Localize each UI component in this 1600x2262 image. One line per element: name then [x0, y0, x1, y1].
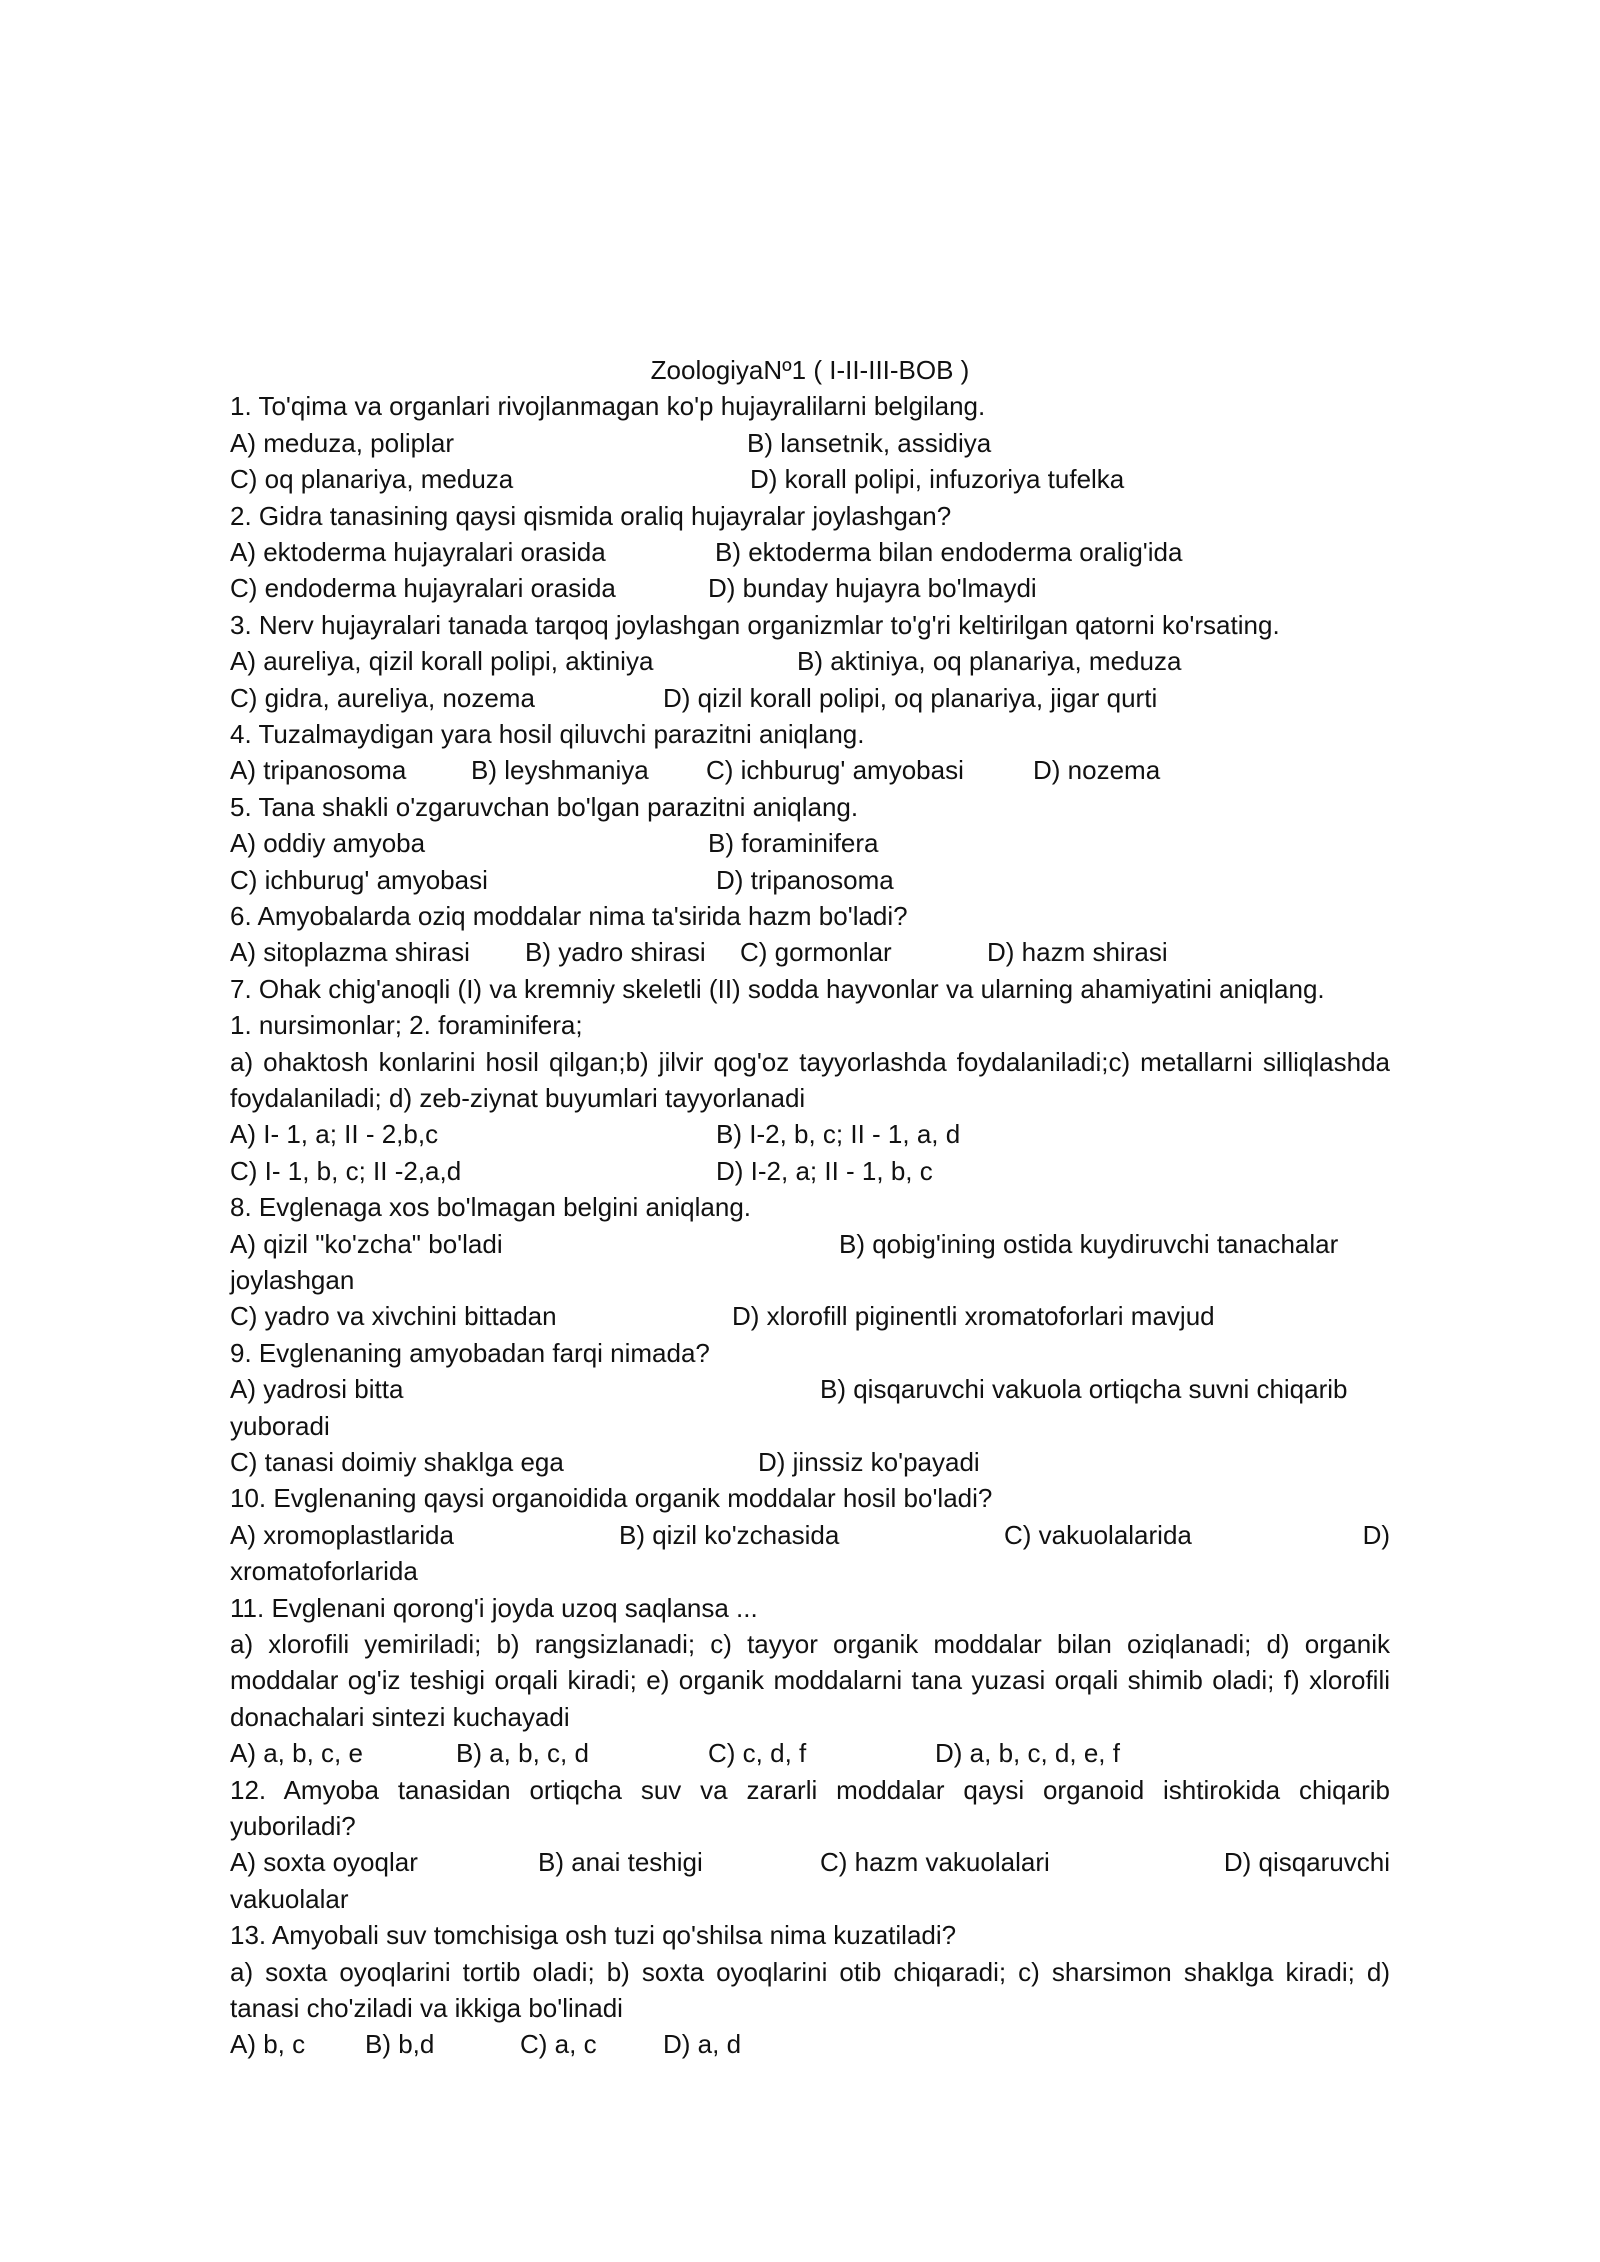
- answer-row: [230, 825, 1390, 861]
- option-d: D) hazm shirasi: [987, 937, 1168, 968]
- option-b: B) anai teshigi: [538, 1847, 703, 1878]
- option-a: A) ektoderma hujayralari orasida: [230, 537, 606, 567]
- question-13-description: a) soxta oyoqlarini tortib oladi; b) soxta oyoqlarini otib chiqaradi; c) sharsimon shaklga kiradi; d) tanasi cho'ziladi va ikkiga bo'linadi: [230, 1956, 1390, 2023]
- option-d: D) a, d: [663, 2029, 742, 2060]
- answer-row: [230, 1116, 1390, 1152]
- option-d: D) nozema: [1033, 755, 1161, 786]
- answer-row: [230, 1226, 1390, 1262]
- option-d: D) qizil korall polipi, oq planariya, jigar qurti: [663, 682, 1158, 713]
- question-3: 3. Nerv hujayralari tanada tarqoq joylashgan organizmlar to'g'ri keltirilgan qatorni ko'rsating.: [230, 609, 1280, 640]
- option-a: A) aureliya, qizil korall polipi, aktiniya: [230, 646, 654, 677]
- option-a: A) I- 1, a; II - 2,b,c: [230, 1119, 439, 1150]
- option-c: C) endoderma hujayralari orasida: [230, 573, 616, 604]
- option-a: A) sitoplazma shirasi: [230, 937, 470, 968]
- question-7-items: 1. nursimonlar; 2. foraminifera;: [230, 1010, 583, 1041]
- option-d: D) xlorofill piginentli xromatoforlari mavjud: [732, 1301, 1215, 1332]
- test-content: [230, 352, 1390, 2063]
- option-a: A) a, b, c, e: [230, 1738, 363, 1769]
- option-a: A) oddiy amyoba: [230, 828, 426, 859]
- option-d: D) a, b, c, d, e, f: [935, 1738, 1120, 1769]
- option-c: C) c, d, f: [708, 1738, 807, 1769]
- option-b: B) qobig'ining ostida kuydiruvchi tanachalar: [839, 1228, 1339, 1259]
- option-d: D) tripanosoma: [716, 864, 894, 895]
- option-b: B) a, b, c, d: [456, 1738, 589, 1769]
- answer-row: [230, 862, 1390, 898]
- option-b: B) qizil ko'zchasida: [619, 1519, 840, 1550]
- option-c: C) I- 1, b, c; II -2,a,d: [230, 1155, 462, 1186]
- question-1: 1. To'qima va organlari rivojlanmagan ko'p hujayralilarni belgilang.: [230, 391, 986, 422]
- question-9: 9. Evglenaning amyobadan farqi nimada?: [230, 1337, 710, 1368]
- option-c: C) ichburug' amyobasi: [706, 755, 964, 786]
- option-a: A) meduza, poliplar: [230, 427, 454, 458]
- option-b: B) leyshmaniya: [471, 755, 649, 786]
- option-c: C) ichburug' amyobasi: [230, 864, 488, 895]
- answer-row: [230, 1444, 1390, 1480]
- option-a: A) b, c: [230, 2029, 306, 2060]
- option-a: A) tripanosoma: [230, 755, 407, 786]
- option-c: C) hazm vakuolalari: [820, 1847, 1050, 1878]
- option-a: A) yadrosi bitta: [230, 1374, 404, 1405]
- option-c: C) oq planariya, meduza: [230, 464, 514, 495]
- question-8: 8. Evglenaga xos bo'lmagan belgini aniqlang.: [230, 1192, 752, 1223]
- question-13: 13. Amyobali suv tomchisiga osh tuzi qo'shilsa nima kuzatiladi?: [230, 1920, 957, 1951]
- question-4: 4. Tuzalmaydigan yara hosil qiluvchi parazitni aniqlang.: [230, 718, 865, 749]
- question-11-description: a) xlorofili yemiriladi; b) rangsizlanadi; c) tayyor organik moddalar bilan oziqlanadi; d) organik moddalar og'iz teshigi orqali kiradi; e) organik moddalarni tana yuzasi orqali shimib oladi; f) xlorofili donachalari sintezi kuchayadi: [230, 1628, 1390, 1732]
- question-7-description: a) ohaktosh konlarini hosil qilgan;b) jilvir qog'oz tayyorlashda foydalaniladi;c) metallarni silliqlashda foydalaniladi; d) zeb-ziynat buyumlari tayyorlanadi: [230, 1046, 1390, 1113]
- option-c: C) tanasi doimiy shaklga ega: [230, 1446, 564, 1477]
- answer-row: [230, 643, 1390, 679]
- option-d-continued: xromatoforlarida: [230, 1556, 418, 1587]
- answer-row: [230, 1844, 1390, 1880]
- option-a: A) qizil "ko'zcha" bo'ladi: [230, 1228, 503, 1259]
- answer-row: [230, 934, 1390, 970]
- question-2: 2. Gidra tanasining qaysi qismida oraliq hujayralar joylashgan?: [230, 500, 952, 531]
- option-d: D) I-2, a; II - 1, b, c: [716, 1155, 933, 1186]
- answer-row: [230, 1517, 1390, 1553]
- option-c: C) a, c: [520, 2029, 597, 2060]
- answer-row: [230, 2026, 1390, 2062]
- answer-row: [230, 461, 1390, 497]
- answer-row: [230, 1735, 1390, 1771]
- option-d-continued: vakuolalar: [230, 1883, 349, 1914]
- option-d: D) qisqaruvchi: [1223, 1847, 1390, 1878]
- answer-row: [230, 1298, 1390, 1334]
- option-c: C) yadro va xivchini bittadan: [230, 1301, 557, 1332]
- answer-row: [230, 680, 1390, 716]
- option-c: C) gidra, aureliya, nozema: [230, 682, 535, 713]
- question-6: 6. Amyobalarda oziq moddalar nima ta'sirida hazm bo'ladi?: [230, 900, 908, 931]
- option-a: A) xromoplastlarida: [230, 1519, 454, 1550]
- question-5: 5. Tana shakli o'zgaruvchan bo'lgan parazitni aniqlang.: [230, 791, 859, 822]
- option-b: B) I-2, b, c; II - 1, a, d: [716, 1119, 961, 1150]
- option-a: A) soxta oyoqlar: [230, 1847, 418, 1878]
- answer-row: [230, 1153, 1390, 1189]
- option-c: C) gormonlar: [740, 937, 892, 968]
- option-d: D): [1362, 1519, 1390, 1550]
- option-b-continued: joylashgan: [230, 1264, 355, 1295]
- question-10: 10. Evglenaning qaysi organoidida organik moddalar hosil bo'ladi?: [230, 1483, 993, 1514]
- option-b: B) foraminifera: [708, 828, 879, 859]
- option-b: B) yadro shirasi: [525, 937, 706, 968]
- option-d: D) korall polipi, infuzoriya tufelka: [750, 464, 1125, 495]
- option-b: B) aktiniya, oq planariya, meduza: [797, 646, 1182, 677]
- option-b: B) ektoderma bilan endoderma oralig'ida: [715, 537, 1183, 567]
- answer-row: [230, 752, 1390, 788]
- answer-row: [230, 1371, 1390, 1407]
- option-b-continued: yuboradi: [230, 1410, 330, 1441]
- option-c: C) vakuolalarida: [1004, 1519, 1192, 1550]
- document-title: ZoologiyaNº1 ( I-II-III-BOB ): [650, 355, 970, 385]
- question-7: 7. Ohak chig'anoqli (I) va kremniy skeletli (II) sodda hayvonlar va ularning ahamiyatini aniqlang.: [230, 973, 1325, 1004]
- option-d: D) jinssiz ko'payadi: [758, 1446, 980, 1477]
- option-b: B) qisqaruvchi vakuola ortiqcha suvni chiqarib: [820, 1374, 1348, 1405]
- option-b: B) lansetnik, assidiya: [747, 427, 992, 458]
- option-d: D) bunday hujayra bo'lmaydi: [708, 573, 1037, 604]
- answer-row: [230, 570, 1390, 606]
- question-12: 12. Amyoba tanasidan ortiqcha suv va zararli moddalar qaysi organoid ishtirokida chiqarib yuboriladi?: [230, 1774, 1390, 1841]
- question-11: 11. Evglenani qorong'i joyda uzoq saqlansa ...: [230, 1592, 758, 1623]
- answer-row: [230, 425, 1390, 461]
- answer-row: [230, 534, 1390, 570]
- option-b: B) b,d: [365, 2029, 435, 2060]
